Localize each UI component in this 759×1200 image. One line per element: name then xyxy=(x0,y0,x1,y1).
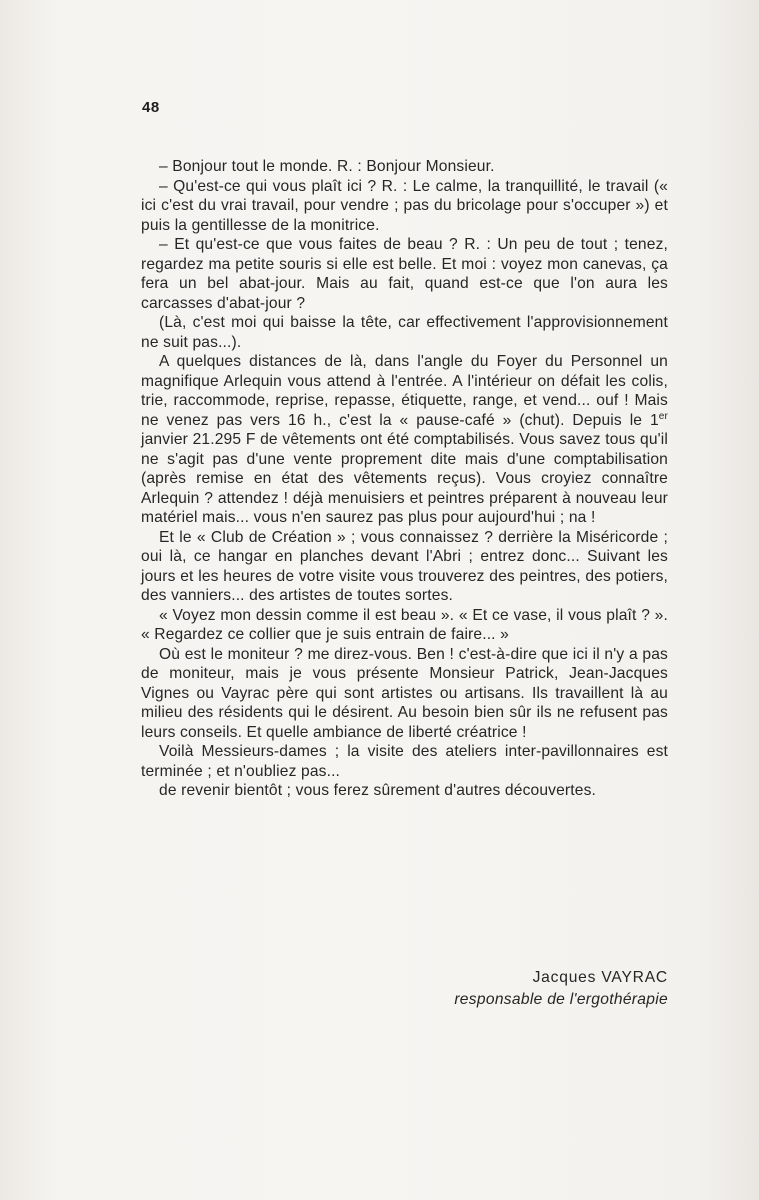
paragraph-arlequin xyxy=(141,352,668,528)
signature-block xyxy=(454,967,668,1011)
paragraph-closing: de revenir bientôt ; vous ferez sûrement d'autres découvertes. xyxy=(159,782,597,799)
paragraph-quotes: « Voyez mon dessin comme il est beau ». « Et ce vase, il vous plaît ? ». « Regardez ce collier que je suis entrain de faire... » xyxy=(141,606,668,643)
ordinal-suffix: er xyxy=(658,410,668,422)
paragraph-greeting: – Bonjour tout le monde. R. : Bonjour Monsieur. xyxy=(159,158,495,175)
paragraph-what-you-make: – Et qu'est-ce que vous faites de beau ? R. : Un peu de tout ; tenez, regardez ma petite souris si elle est belle. Et moi : voyez mon canevas, ça fera un bel abat-jour. Mais au fait, quand est-ce que l'on aura les carcasses d'abat-jour ? xyxy=(141,236,668,312)
author-role: responsable de l'ergothérapie xyxy=(454,991,668,1008)
paragraph-moniteur: Où est le moniteur ? me direz-vous. Ben ! c'est-à-dire que ici il n'y a pas de moniteur, mais je vous présente Monsieur Patrick, Jean-Jacques Vignes ou Vayrac père qui sont artistes ou artisans. Ils travaillent là au milieu des résidents qui le désirent. Au besoin bien sûr ils ne refusent pas leurs conseils. Et quelle ambiance de liberté créatrice ! xyxy=(141,645,668,741)
arlequin-text: A quelques distances de là, dans l'angle du Foyer du Personnel un magnifique Arlequin vous attend à l'entrée. A l'intérieur on défait les colis, trie, raccommode, reprise, repasse, étiquette, range, et vend... ouf ! Mais ne venez pas vers 16 h., c'est la « pause-café » (chut). Depuis le 1er janvier 21.295 F de vêtements ont été comptabilisés. Vous savez tous qu'il ne s'agit pas d'une vente proprement dite mais d'une comptabilisation (après remise en état des vêtements reçus). Vous croyiez connaître Arlequin ? attendez ! déjà menuisiers et peintres préparent à nouveau leur matériel mais... vous n'en saurez pas plus pour aujourd'hui ; na ! xyxy=(141,353,668,526)
paragraph-supply-note: (Là, c'est moi qui baisse la tête, car effectivement l'approvisionnement ne suit pas...). xyxy=(141,314,668,351)
page-number: 48 xyxy=(142,99,160,116)
author-name: Jacques VAYRAC xyxy=(532,969,668,986)
article-body xyxy=(141,157,668,801)
paragraph-club-creation: Et le « Club de Création » ; vous connaissez ? derrière la Miséricorde ; oui là, ce hangar en planches devant l'Abri ; entrez donc... Suivant les jours et les heures de votre visite vous trouverez des peintres, des potiers, des vanniers... des artistes de toutes sortes. xyxy=(141,528,668,604)
paragraph-what-pleases: – Qu'est-ce qui vous plaît ici ? R. : Le calme, la tranquillité, le travail (« ici c'est du vrai travail, pour vendre ; pas du bricolage pour s'occuper ») et puis la gentillesse de la monitrice. xyxy=(141,177,668,234)
paragraph-visit-end: Voilà Messieurs-dames ; la visite des ateliers inter-pavillonnaires est terminée ; et n'oubliez pas... xyxy=(141,743,668,780)
